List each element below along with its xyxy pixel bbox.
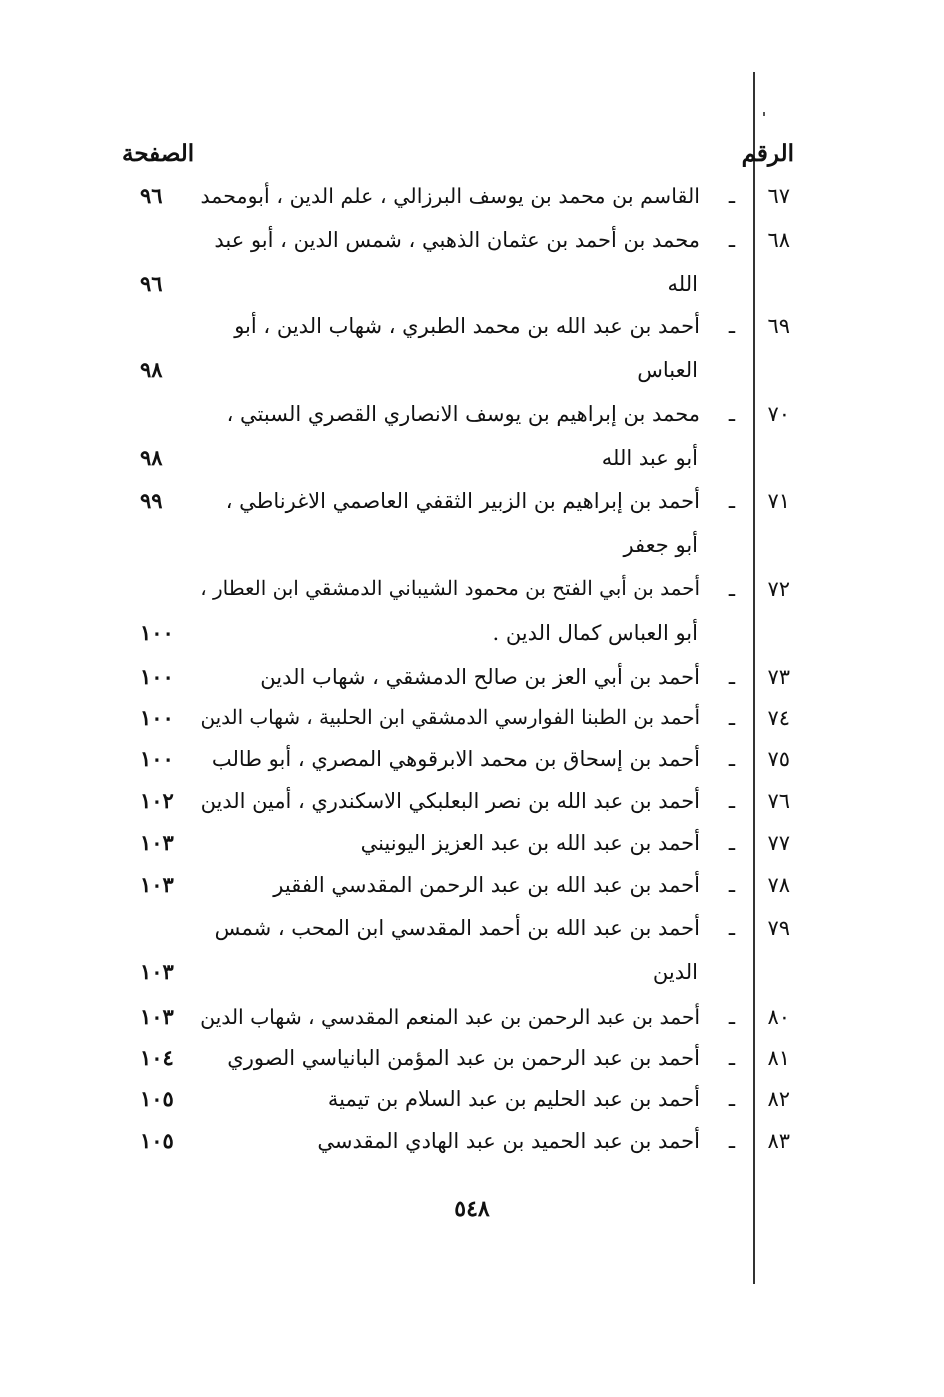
entry-dash: ـ [728,916,735,940]
entry-dash: ـ [728,873,735,897]
entry-page: ١٠٥ [140,1086,174,1111]
entry-dash: ـ [728,1046,735,1070]
entry-dash: ـ [728,402,735,426]
entry-page: ١٠٢ [140,788,174,813]
entry-page: ١٠٠ [140,746,174,771]
entry-number: ٦٩ [767,314,790,338]
entry-number: ٧٩ [767,916,790,940]
entry-number: ٨٠ [767,1005,790,1029]
entry-page: ١٠٣ [140,872,174,897]
entry-number: ٧١ [767,489,790,513]
entry-dash: ـ [728,1087,735,1111]
entry-page: ١٠٠ [140,664,174,689]
entry-name-continuation: الدين [652,960,698,984]
entry-page: ٩٨ [140,445,163,470]
number-column-header: الرقم [741,140,794,167]
entry-name: أحمد بن عبد الله بن محمد الطبري ، شهاب الدين ، أبو [234,314,700,338]
entry-dash: ـ [728,747,735,771]
entry-name: القاسم بن محمد بن يوسف البرزالي ، علم الدين ، أبومحمد [200,184,700,208]
entry-name: محمد بن إبراهيم بن يوسف الانصاري القصري السبتي ، [226,402,700,426]
entry-name: أحمد بن أبي العز بن صالح الدمشقي ، شهاب الدين [260,665,700,689]
entry-dash: ـ [728,665,735,689]
entry-dash: ـ [728,706,735,730]
entry-dash: ـ [728,1129,735,1153]
entry-name: أحمد بن إبراهيم بن الزبير الثقفي العاصمي الاغرناطي ، [225,489,700,513]
entry-dash: ـ [728,789,735,813]
entry-name: محمد بن أحمد بن عثمان الذهبي ، شمس الدين ، أبو عبد [214,228,700,252]
entry-name-continuation: أبو العباس كمال الدين . [492,621,698,645]
entry-dash: ـ [728,228,735,252]
entry-number: ٧٧ [767,831,790,855]
page-column-header: الصفحة [122,140,195,167]
entry-page: ١٠٣ [140,830,174,855]
entry-dash: ـ [728,831,735,855]
entry-page: ٩٩ [140,488,163,513]
entry-number: ٧٦ [767,789,790,813]
entry-dash: ـ [728,314,735,338]
entry-number: ٧٤ [767,706,790,730]
entry-number: ٦٧ [767,184,790,208]
entry-name-continuation: أبو عبد الله [601,446,698,470]
entry-dash: ـ [728,489,735,513]
entry-page: ١٠٥ [140,1128,174,1153]
entry-name-continuation: الله [667,272,698,296]
entry-page: ١٠٣ [140,1004,174,1029]
entry-name: أحمد بن عبد الرحمن بن عبد المؤمن البانياسي الصوري [227,1046,700,1070]
entry-dash: ـ [728,184,735,208]
entry-name: أحمد بن عبد الله بن عبد العزيز اليونيني [360,831,700,855]
entry-dash: ـ [728,577,735,601]
entry-number: ٨٢ [767,1087,790,1111]
entry-name: أحمد بن عبد الحليم بن عبد السلام بن تيمية [327,1087,700,1111]
page-number: ٥٤٨ [454,1196,490,1222]
entry-name: أحمد بن عبد الرحمن بن عبد المنعم المقدسي ، شهاب الدين [200,1005,700,1029]
entry-name: أحمد بن إسحاق بن محمد الابرقوهي المصري ، أبو طالب [211,747,700,771]
entry-page: ٩٨ [140,357,163,382]
entry-name: أحمد بن الطبنا الفوارسي الدمشقي ابن الحلبية ، شهاب الدين [200,706,700,729]
entry-number: ٧٥ [767,747,790,771]
entry-page: ١٠٣ [140,959,174,984]
entry-page: ١٠٠ [140,705,174,730]
entry-dash: ـ [728,1005,735,1029]
entry-number: ٧٨ [767,873,790,897]
entry-number: ٧٢ [767,577,790,601]
entry-name: أحمد بن أبي الفتح بن محمود الشيباني الدمشقي ابن العطار ، [200,577,700,600]
entry-name: أحمد بن عبد الحميد بن عبد الهادي المقدسي [317,1129,700,1153]
entry-number: ٨٣ [767,1129,790,1153]
margin-mark [763,112,765,116]
entry-number: ٧٣ [767,665,790,689]
entry-name-continuation: أبو جعفر [623,533,698,557]
entry-number: ٦٨ [767,228,790,252]
entry-page: ١٠٠ [140,620,174,645]
entry-number: ٨١ [767,1046,790,1070]
entry-page: ١٠٤ [140,1045,174,1070]
entry-name: أحمد بن عبد الله بن نصر البعلبكي الاسكندري ، أمين الدين [200,789,700,813]
entry-page: ٩٦ [140,271,163,296]
entry-name: أحمد بن عبد الله بن عبد الرحمن المقدسي الفقير [273,873,700,897]
entry-name-continuation: العباس [637,358,698,382]
entry-page: ٩٦ [140,183,163,208]
entry-number: ٧٠ [767,402,790,426]
entry-name: أحمد بن عبد الله بن أحمد المقدسي ابن المحب ، شمس [214,916,700,940]
